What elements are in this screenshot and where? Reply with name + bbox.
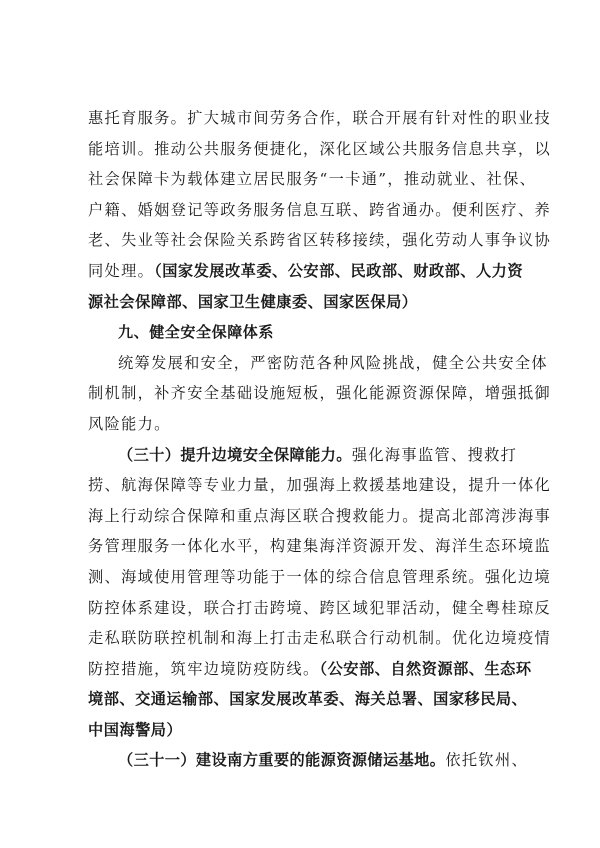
paragraph-line: 老、失业等社会保险关系跨省区转移接续，强化劳动人事争议协 xyxy=(88,231,552,250)
paragraph-line: 制机制，补齐安全基础设施短板，强化能源资源保障，增强抵御 xyxy=(88,384,552,403)
responsible-departments-note: 源社会保障部、国家卫生健康委、国家医保局） xyxy=(88,292,418,311)
paragraph-line: 务管理服务一体化水平，构建集海洋资源开发、海洋生态环境监 xyxy=(88,537,552,556)
responsible-departments-note: （国家发展改革委、公安部、民政部、财政部、人力资 xyxy=(154,261,524,280)
paragraph-text: 强化海事监管、搜救打 xyxy=(351,445,518,464)
paragraph-line: 防控体系建设，联合打击跨境、跨区域犯罪活动，健全粤桂琼反 xyxy=(88,598,552,617)
item-lead-heading: （三十一）建设南方重要的能源资源储运基地。 xyxy=(118,751,446,770)
paragraph-line: 海上行动综合保障和重点海区联合搜救能力。提高北部湾涉海事 xyxy=(88,506,552,525)
item-lead-heading: （三十）提升边境安全保障能力。 xyxy=(118,445,352,464)
responsible-departments-note: （公安部、自然资源部、生态环 xyxy=(319,659,532,678)
paragraph-line: 能培训。推动公共服务便捷化，深化区域公共服务信息共享，以 xyxy=(88,139,552,158)
responsible-departments-note: 中国海警局） xyxy=(88,720,183,739)
paragraph-line: 户籍、婚姻登记等政务服务信息互联、跨省通办。便利医疗、养 xyxy=(88,200,552,219)
paragraph-line: 惠托育服务。扩大城市间劳务合作，联合开展有针对性的职业技 xyxy=(88,109,552,127)
paragraph-line: 社会保障卡为载体建立居民服务“一卡通”，推动就业、社保、 xyxy=(88,170,537,189)
document-page xyxy=(88,103,552,776)
paragraph-line: 走私联防联控机制和海上打击走私联合行动机制。优化边境疫情 xyxy=(88,629,552,648)
paragraph-text: 同处理。 xyxy=(88,261,155,280)
paragraph-line xyxy=(88,745,529,776)
paragraph-line xyxy=(88,654,532,685)
paragraph-line xyxy=(88,440,520,471)
paragraph-line: 统筹发展和安全，严密防范各种风险挑战，健全公共安全体 xyxy=(118,353,548,372)
paragraph-line xyxy=(88,256,524,287)
paragraph-text: 防控措施，筑牢边境防疫防线。 xyxy=(88,659,320,678)
responsible-departments-note: 境部、交通运输部、国家发展改革委、海关总署、国家移民局、 xyxy=(88,690,528,709)
paragraph-line: 风险能力。 xyxy=(88,414,171,433)
section-heading: 九、健全安全保障体系 xyxy=(118,323,275,342)
paragraph-line: 捞、航海保障等专业力量，加强海上救援基地建设，提升一体化 xyxy=(88,476,552,495)
paragraph-line: 测、海域使用管理等功能于一体的综合信息管理系统。强化边境 xyxy=(88,567,552,586)
paragraph-text: 依托钦州、 xyxy=(445,751,529,770)
